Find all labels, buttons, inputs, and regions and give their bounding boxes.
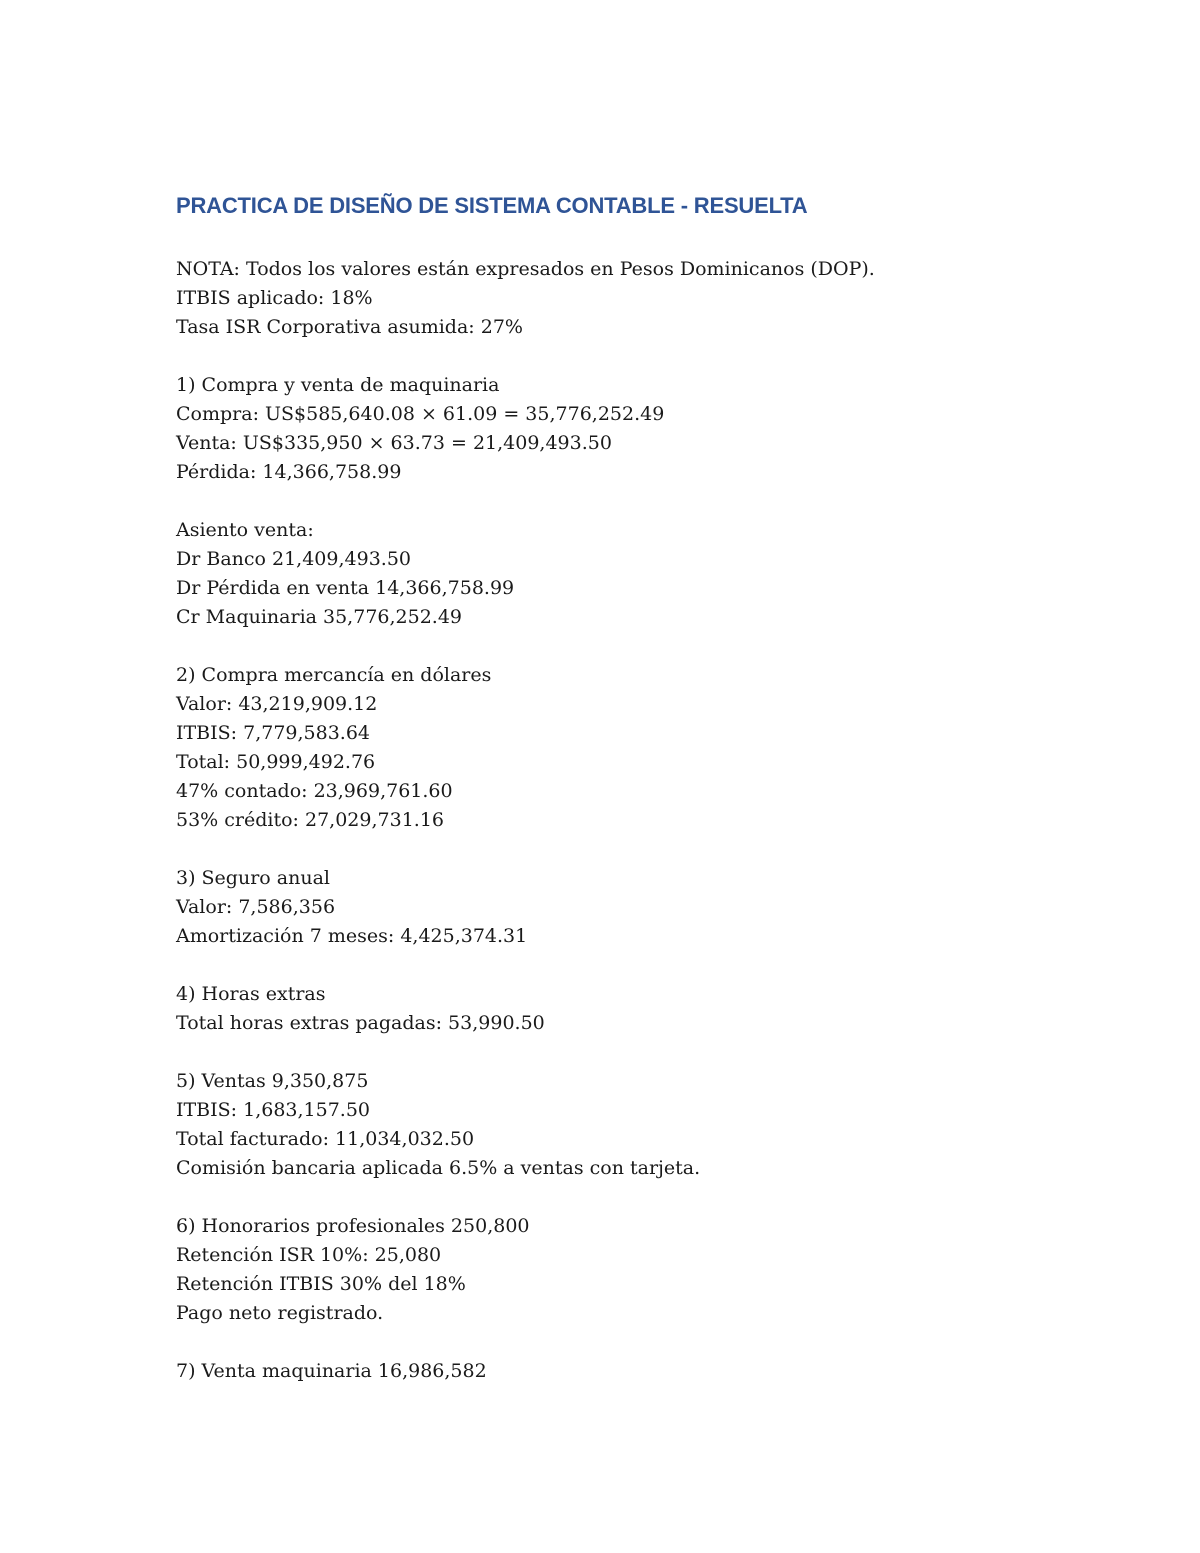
text-line: 5) Ventas 9,350,875 [176, 1070, 369, 1092]
text-line: ITBIS: 7,779,583.64 [176, 722, 371, 744]
text-line: 53% crédito: 27,029,731.16 [176, 809, 444, 831]
paragraph [176, 371, 1076, 487]
text-line: 4) Horas extras [176, 983, 326, 1005]
text-line: ITBIS: 1,683,157.50 [176, 1099, 371, 1121]
paragraph [176, 255, 1076, 342]
text-line: Tasa ISR Corporativa asumida: 27% [176, 316, 523, 338]
text-line: Valor: 7,586,356 [176, 896, 336, 918]
text-line: Cr Maquinaria 35,776,252.49 [176, 606, 463, 628]
text-line: Dr Pérdida en venta 14,366,758.99 [176, 577, 515, 599]
text-line: 3) Seguro anual [176, 867, 330, 889]
text-line: 7) Venta maquinaria 16,986,582 [176, 1360, 487, 1382]
paragraph [176, 1212, 1076, 1328]
paragraph [176, 1067, 1076, 1183]
text-line: Amortización 7 meses: 4,425,374.31 [176, 925, 528, 947]
document-title: PRACTICA DE DISEÑO DE SISTEMA CONTABLE - RESUELTA [176, 193, 808, 218]
text-line: Venta: US$335,950 × 63.73 = 21,409,493.50 [176, 432, 612, 454]
text-line: 47% contado: 23,969,761.60 [176, 780, 453, 802]
text-line: Compra: US$585,640.08 × 61.09 = 35,776,252.49 [176, 403, 665, 425]
text-line: 2) Compra mercancía en dólares [176, 664, 492, 686]
text-line: NOTA: Todos los valores están expresados en Pesos Dominicanos (DOP). [176, 258, 875, 280]
text-line: Valor: 43,219,909.12 [176, 693, 378, 715]
text-line: Retención ITBIS 30% del 18% [176, 1273, 466, 1295]
text-line: Total horas extras pagadas: 53,990.50 [176, 1012, 545, 1034]
text-line: 1) Compra y venta de maquinaria [176, 374, 500, 396]
document-body [176, 255, 1076, 1415]
text-line: 6) Honorarios profesionales 250,800 [176, 1215, 530, 1237]
text-line: Dr Banco 21,409,493.50 [176, 548, 412, 570]
text-line: Retención ISR 10%: 25,080 [176, 1244, 442, 1266]
paragraph [176, 864, 1076, 951]
paragraph [176, 661, 1076, 835]
text-line: Asiento venta: [176, 519, 314, 541]
text-line: Pago neto registrado. [176, 1302, 384, 1324]
paragraph [176, 980, 1076, 1038]
text-line: Total: 50,999,492.76 [176, 751, 376, 773]
text-line: ITBIS aplicado: 18% [176, 287, 373, 309]
paragraph [176, 1357, 1076, 1386]
text-line: Total facturado: 11,034,032.50 [176, 1128, 475, 1150]
paragraph [176, 516, 1076, 632]
text-line: Comisión bancaria aplicada 6.5% a ventas con tarjeta. [176, 1157, 701, 1179]
text-line: Pérdida: 14,366,758.99 [176, 461, 402, 483]
